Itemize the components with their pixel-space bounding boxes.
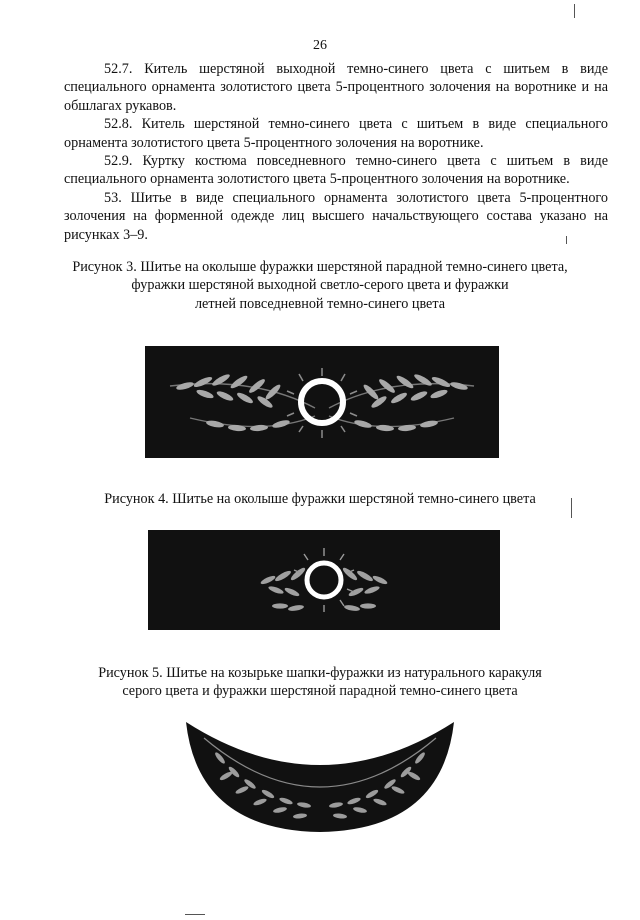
paragraph-52-8: 52.8. Китель шерстяной темно-синего цвета с шитьем в виде специального орнамента золотистого цвета 5-процентного золочения на воротнике. (64, 116, 608, 151)
caption-line: летней повседневной темно-синего цвета (194, 295, 446, 312)
figure-3-cap-band-image (145, 346, 499, 458)
scan-speck (185, 914, 205, 915)
caption-line: фуражки шерстяной выходной светло-серого цвета и фуражки (131, 277, 509, 294)
paragraph-53: 53. Шитье в виде специального орнамента золотистого цвета 5-процентного золочения на форменной одежде лиц высшего начальствующего состава указано на рисунках 3–9. (64, 189, 608, 243)
scan-speck (566, 236, 567, 244)
visor-embroidery-image (180, 718, 460, 838)
laurel-embroidery-image (148, 530, 500, 630)
caption-line: Рисунок 3. Шитье на околыше фуражки шерстяной парадной темно-синего цвета, (72, 259, 568, 275)
paragraph-52-9: 52.9. Куртку костюма повседневного темно-синего цвета с шитьем в виде специального орнамента золотистого цвета 5-процентного золочения на воротнике. (64, 153, 608, 188)
scan-speck (571, 498, 572, 518)
laurel-embroidery-image (145, 346, 499, 458)
page-number: 26 (313, 38, 327, 53)
caption-line: серого цвета и фуражки шерстяной парадной темно-синего цвета (122, 683, 518, 700)
figure-5-caption (40, 664, 600, 701)
figure-3-caption (40, 258, 600, 313)
figure-5-visor-image (180, 718, 460, 838)
caption-line: Рисунок 5. Шитье на козырьке шапки-фуражки из натурального каракуля (98, 665, 542, 681)
figure-4-caption (40, 490, 600, 508)
paragraph-52-7: 52.7. Китель шерстяной выходной темно-синего цвета с шитьем в виде специального орнамента золотистого цвета 5-процентного золочения на воротнике и на обшлагах рукавов. (64, 61, 608, 114)
caption-line: Рисунок 4. Шитье на околыше фуражки шерстяной темно-синего цвета (104, 491, 536, 507)
figure-4-cap-band-image (148, 530, 500, 630)
body-text (64, 60, 608, 244)
scan-speck (574, 4, 575, 18)
